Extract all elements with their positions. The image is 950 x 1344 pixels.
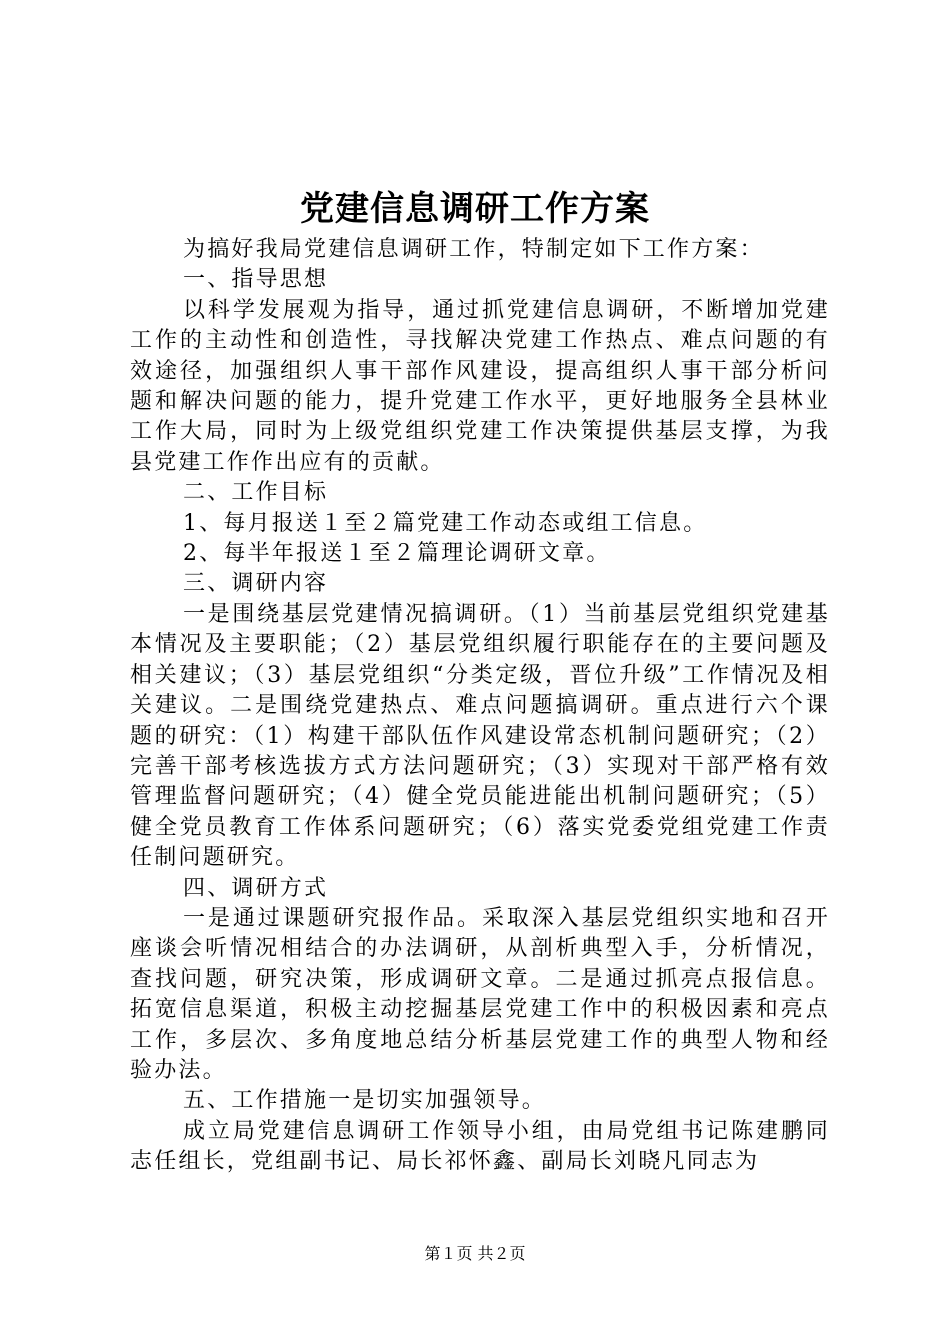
section-heading-research-content: 三、调研内容 bbox=[183, 571, 329, 597]
section-heading-guiding-ideology: 一、指导思想 bbox=[183, 267, 329, 293]
guiding-ideology-paragraph: 以科学发展观为指导，通过抓党建信息调研，不断增加党建工作的主动性和创造性，寻找解决党建工作热点、难点问题的有效途径，加强组织人事干部作风建设，提高组织人事干部分析问题和解决问题的能力，提升党建工作水平，更好地服务全县林业工作大局，同时为上级党组织党建工作决策提供基层支撑，为我县党建工作作出应有的贡献。 bbox=[130, 297, 830, 475]
work-goal-item-2: 2、每半年报送１至２篇理论调研文章。 bbox=[183, 541, 611, 567]
work-goal-item-1: 1、每月报送１至２篇党建工作动态或组工信息。 bbox=[183, 510, 708, 536]
document-body bbox=[130, 235, 830, 1178]
work-measures-paragraph: 成立局党建信息调研工作领导小组，由局党组书记陈建鹏同志任组长，党组副书记、局长祁怀鑫、副局长刘晓凡同志为 bbox=[130, 1118, 830, 1175]
intro-paragraph: 为搞好我局党建信息调研工作，特制定如下工作方案： bbox=[183, 237, 764, 262]
section-heading-work-goals: 二、工作目标 bbox=[183, 480, 329, 506]
section-heading-work-measures: 五、工作措施一是切实加强领导。 bbox=[183, 1088, 547, 1114]
section-heading-research-methods: 四、调研方式 bbox=[183, 875, 329, 901]
page-number-footer: 第１页 共２页 bbox=[424, 1244, 526, 1263]
document-title: 党建信息调研工作方案 bbox=[300, 189, 650, 229]
research-methods-paragraph: 一是通过课题研究报作品。采取深入基层党组织实地和召开座谈会听情况相结合的办法调研，从剖析典型入手，分析情况，查找问题，研究决策，形成调研文章。二是通过抓亮点报信息。拓宽信息渠道，积极主动挖掘基层党建工作中的积极因素和亮点工作，多层次、多角度地总结分析基层党建工作的典型人物和经验办法。 bbox=[130, 905, 830, 1083]
research-content-paragraph: 一是围绕基层党建情况搞调研。（1）当前基层党组织党建基本情况及主要职能；（2）基层党组织履行职能存在的主要问题及相关建议；（3）基层党组织“分类定级，晋位升级”工作情况及相关建议。二是围绕党建热点、难点问题搞调研。重点进行六个课题的研究：（1）构建干部队伍作风建设常态机制问题研究；（2）完善干部考核选拔方式方法问题研究；（3）实现对干部严格有效管理监督问题研究；（4）健全党员能进能出机制问题研究；（5）健全党员教育工作体系问题研究；（6）落实党委党组党建工作责任制问题研究。 bbox=[130, 601, 830, 871]
